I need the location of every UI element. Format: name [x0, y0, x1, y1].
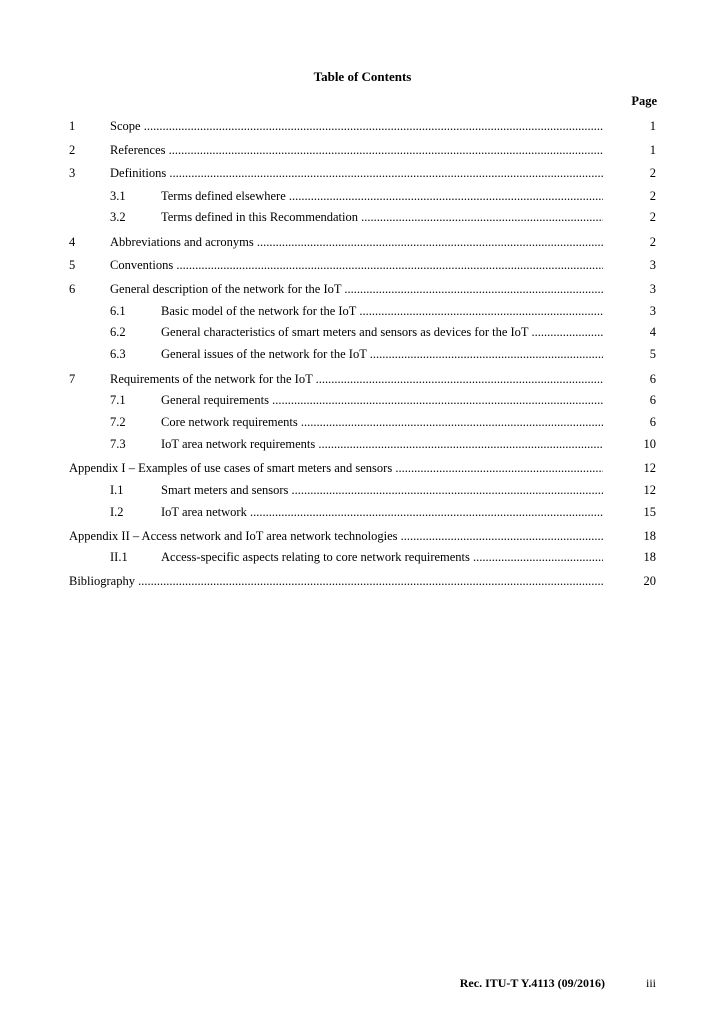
toc-entry-page: 3 — [649, 258, 656, 272]
toc-entry-6-3[interactable] — [0, 346, 725, 362]
toc-entry-label: Appendix II – Access network and IoT area network technologies ..... — [69, 528, 603, 544]
toc-entry-number: 3.1 — [110, 189, 126, 203]
toc-entry-page: 2 — [649, 166, 656, 180]
toc-entry-page: 3 — [649, 282, 656, 296]
toc-entry-label: Bibliography ..... — [69, 573, 603, 589]
toc-entry-number: I.2 — [110, 505, 124, 519]
toc-entry-label: Terms defined elsewhere ..... — [161, 188, 603, 204]
toc-entry-label: General requirements ..... — [161, 392, 603, 408]
toc-title: Table of Contents — [313, 69, 412, 84]
toc-entry-label: Definitions ..... — [110, 165, 603, 181]
toc-entry-number: 2 — [69, 143, 76, 157]
toc-entry-ii-1[interactable] — [0, 549, 725, 565]
toc-entry-page: 3 — [649, 304, 656, 318]
toc-entry-number: 6 — [69, 282, 76, 296]
toc-entry-page: 18 — [643, 529, 656, 543]
toc-entry-label: Basic model of the network for the IoT ..... — [161, 303, 603, 319]
toc-entry-i-2[interactable] — [0, 504, 725, 520]
toc-entry-label: Core network requirements ..... — [161, 414, 603, 430]
toc-entry-number: 3 — [69, 166, 76, 180]
toc-entry-label: General characteristics of smart meters and sensors as devices for the IoT ..... — [161, 324, 603, 340]
toc-entry-scope[interactable] — [0, 118, 725, 134]
page-column-header: Page — [631, 94, 657, 108]
toc-entry-conventions[interactable] — [0, 257, 725, 273]
toc-entry-page: 2 — [649, 235, 656, 249]
toc-entry-i-1[interactable] — [0, 482, 725, 498]
toc-entry-requirements[interactable] — [0, 371, 725, 387]
toc-entry-bibliography[interactable] — [0, 573, 725, 589]
toc-entry-number: 6.3 — [110, 347, 126, 361]
toc-entry-number: 7.2 — [110, 415, 126, 429]
toc-entry-appendix-i[interactable] — [0, 460, 725, 476]
toc-entry-3-2[interactable] — [0, 209, 725, 225]
toc-entry-appendix-ii[interactable] — [0, 528, 725, 544]
toc-entry-number: 7 — [69, 372, 76, 386]
toc-entry-label: Terms defined in this Recommendation ..... — [161, 209, 603, 225]
toc-entry-page: 1 — [649, 143, 656, 157]
toc-entry-number: 4 — [69, 235, 76, 249]
toc-entry-7-2[interactable] — [0, 414, 725, 430]
toc-entry-page: 6 — [649, 393, 656, 407]
toc-entry-label: References ..... — [110, 142, 603, 158]
toc-entry-page: 10 — [643, 437, 656, 451]
toc-entry-page: 18 — [643, 550, 656, 564]
toc-entry-7-1[interactable] — [0, 392, 725, 408]
toc-entry-abbreviations[interactable] — [0, 234, 725, 250]
toc-entry-label: General issues of the network for the IoT ..... — [161, 346, 603, 362]
toc-entry-label: General description of the network for the IoT ..... — [110, 281, 603, 297]
toc-entry-page: 6 — [649, 372, 656, 386]
toc-entry-page: 20 — [643, 574, 656, 588]
toc-entry-number: I.1 — [110, 483, 124, 497]
toc-entry-label: Conventions ..... — [110, 257, 603, 273]
toc-entry-page: 15 — [643, 505, 656, 519]
toc-entry-page: 12 — [643, 483, 656, 497]
toc-entry-page: 2 — [649, 189, 656, 203]
toc-entry-label: IoT area network requirements ..... — [161, 436, 603, 452]
toc-entry-6-2[interactable] — [0, 324, 725, 340]
page-footer — [0, 975, 725, 991]
toc-entry-6-1[interactable] — [0, 303, 725, 319]
toc-entry-page: 5 — [649, 347, 656, 361]
toc-entry-label: Scope ..... — [110, 118, 603, 134]
footer-reference: Rec. ITU-T Y.4113 (09/2016) — [459, 976, 605, 990]
toc-entry-label: Requirements of the network for the IoT ..... — [110, 371, 603, 387]
toc-entry-page: 1 — [649, 119, 656, 133]
toc-entry-references[interactable] — [0, 142, 725, 158]
toc-entry-label: Smart meters and sensors ..... — [161, 482, 603, 498]
toc-entry-number: 7.1 — [110, 393, 126, 407]
toc-entry-number: 5 — [69, 258, 76, 272]
toc-entry-page: 6 — [649, 415, 656, 429]
footer-page-number: iii — [645, 976, 656, 990]
toc-entry-number: 7.3 — [110, 437, 126, 451]
toc-entry-page: 12 — [643, 461, 656, 475]
toc-entry-number: 3.2 — [110, 210, 126, 224]
toc-entry-label: Access-specific aspects relating to core network requirements ..... — [161, 549, 603, 565]
toc-entry-label: Abbreviations and acronyms ..... — [110, 234, 603, 250]
toc-entry-7-3[interactable] — [0, 436, 725, 452]
toc-entry-label: Appendix I – Examples of use cases of smart meters and sensors ..... — [69, 460, 603, 476]
toc-entry-page: 2 — [649, 210, 656, 224]
toc-entry-number: 6.2 — [110, 325, 126, 339]
toc-entry-number: 1 — [69, 119, 76, 133]
toc-entry-page: 4 — [649, 325, 656, 339]
toc-entry-3-1[interactable] — [0, 188, 725, 204]
toc-entry-number: II.1 — [110, 550, 128, 564]
toc-entry-general-description[interactable] — [0, 281, 725, 297]
toc-entry-number: 6.1 — [110, 304, 126, 318]
toc-entry-definitions[interactable] — [0, 165, 725, 181]
toc-entry-label: IoT area network ..... — [161, 504, 603, 520]
